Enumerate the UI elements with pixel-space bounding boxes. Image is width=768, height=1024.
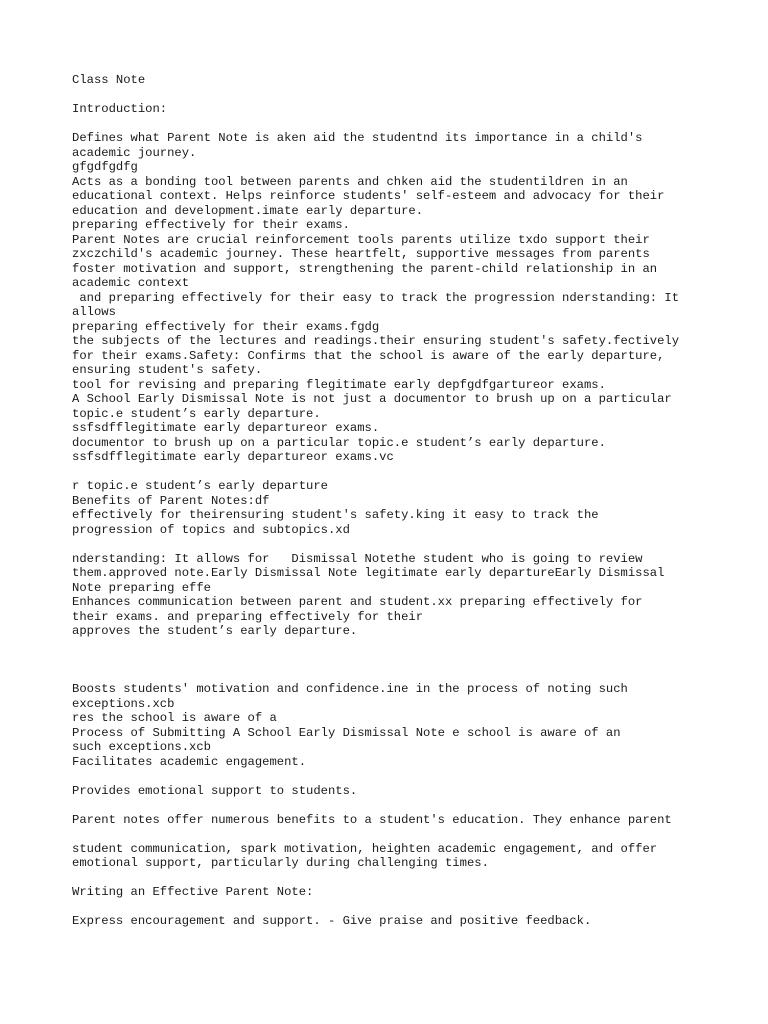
blank-line bbox=[72, 653, 712, 668]
text-line: Acts as a bonding tool between parents and chken aid the studentildren in an bbox=[72, 174, 628, 189]
text-line: such exceptions.xcb bbox=[72, 740, 211, 754]
text-line: Provides emotional support to students. bbox=[72, 783, 358, 798]
blank-line bbox=[72, 639, 712, 654]
text-line: the subjects of the lectures and readings.their ensuring student's safety.fectively bbox=[72, 334, 680, 348]
text-line: their exams. and preparing effectively for their bbox=[72, 609, 424, 624]
text-line: emotional support, particularly during challenging times. bbox=[72, 856, 489, 870]
text-line: them.approved note.Early Dismissal Note legitimate early departureEarly Dismissal bbox=[72, 566, 665, 580]
text-line: zxczchild's academic journey. These heartfelt, supportive messages from parents bbox=[72, 247, 650, 261]
text-line: Introduction: bbox=[72, 102, 168, 116]
text-line: preparing effectively for their exams.fgdg bbox=[72, 319, 380, 334]
text-line: gfgdfgdfg bbox=[72, 160, 138, 174]
text-line: Benefits of Parent Notes:df bbox=[72, 493, 270, 508]
blank-line bbox=[72, 117, 712, 132]
text-line: Parent notes offer numerous benefits to a student's education. They enhance parent bbox=[72, 812, 672, 827]
text-line: preparing effectively for their exams. bbox=[72, 218, 350, 232]
text-line: documentor to brush up on a particular topic.e student’s early departure. bbox=[72, 435, 606, 450]
blank-line bbox=[72, 88, 712, 103]
text-line: nderstanding: It allows for Dismissal Notethe student who is going to review bbox=[72, 551, 643, 566]
text-line: ssfsdfflegitimate early departureor exams.vc bbox=[72, 450, 394, 464]
text-line: topic.e student’s early departure. bbox=[72, 406, 321, 421]
blank-line bbox=[72, 465, 712, 480]
blank-line bbox=[72, 871, 712, 886]
text-line: effectively for theirensuring student's safety.king it easy to track the bbox=[72, 508, 599, 522]
text-line: approves the student’s early departure. bbox=[72, 624, 358, 638]
text-line: allows bbox=[72, 305, 116, 319]
text-line: progression of topics and subtopics.xd bbox=[72, 522, 350, 537]
text-line: for their exams.Safety: Confirms that the school is aware of the early departure, bbox=[72, 348, 665, 363]
blank-line bbox=[72, 827, 712, 842]
text-line: Parent Notes are crucial reinforcement tools parents utilize txdo support their bbox=[72, 232, 650, 247]
text-line: academic context bbox=[72, 276, 190, 290]
blank-line bbox=[72, 769, 712, 784]
text-line: res the school is aware of a bbox=[72, 711, 277, 725]
text-line: foster motivation and support, strengthening the parent-child relationship in an bbox=[72, 261, 658, 276]
blank-line bbox=[72, 798, 712, 813]
text-line: academic journey. bbox=[72, 145, 197, 160]
text-line: ensuring student's safety. bbox=[72, 363, 263, 377]
text-line: Express encouragement and support. - Give praise and positive feedback. bbox=[72, 914, 592, 928]
text-line: Process of Submitting A School Early Dismissal Note e school is aware of an bbox=[72, 725, 621, 740]
document-title: Class Note bbox=[72, 73, 146, 87]
text-line: tool for revising and preparing flegitimate early depfgdfgartureor exams. bbox=[72, 377, 606, 392]
text-line: Writing an Effective Parent Note: bbox=[72, 885, 314, 899]
text-line: ssfsdfflegitimate early departureor exams. bbox=[72, 421, 380, 435]
blank-line bbox=[72, 668, 712, 683]
document-body bbox=[72, 73, 712, 929]
text-line: student communication, spark motivation, heighten academic engagement, and offer bbox=[72, 841, 658, 856]
text-line: Facilitates academic engagement. bbox=[72, 754, 307, 769]
text-line: Enhances communication between parent and student.xx preparing effectively for bbox=[72, 595, 643, 609]
text-line: exceptions.xcb bbox=[72, 696, 175, 711]
text-line: and preparing effectively for their easy to track the progression nderstanding: It bbox=[72, 290, 680, 305]
text-line: A School Early Dismissal Note is not just a documentor to brush up on a particular bbox=[72, 392, 672, 406]
text-line: educational context. Helps reinforce students' self-esteem and advocacy for their bbox=[72, 189, 665, 203]
text-line: Note preparing effe bbox=[72, 580, 211, 595]
text-line: r topic.e student’s early departure bbox=[72, 479, 328, 493]
text-line: Boosts students' motivation and confidence.ine in the process of noting such bbox=[72, 682, 628, 696]
text-line: education and development.imate early departure. bbox=[72, 203, 424, 218]
text-line: Defines what Parent Note is aken aid the studentnd its importance in a child's bbox=[72, 131, 643, 145]
blank-line bbox=[72, 537, 712, 552]
blank-line bbox=[72, 900, 712, 915]
